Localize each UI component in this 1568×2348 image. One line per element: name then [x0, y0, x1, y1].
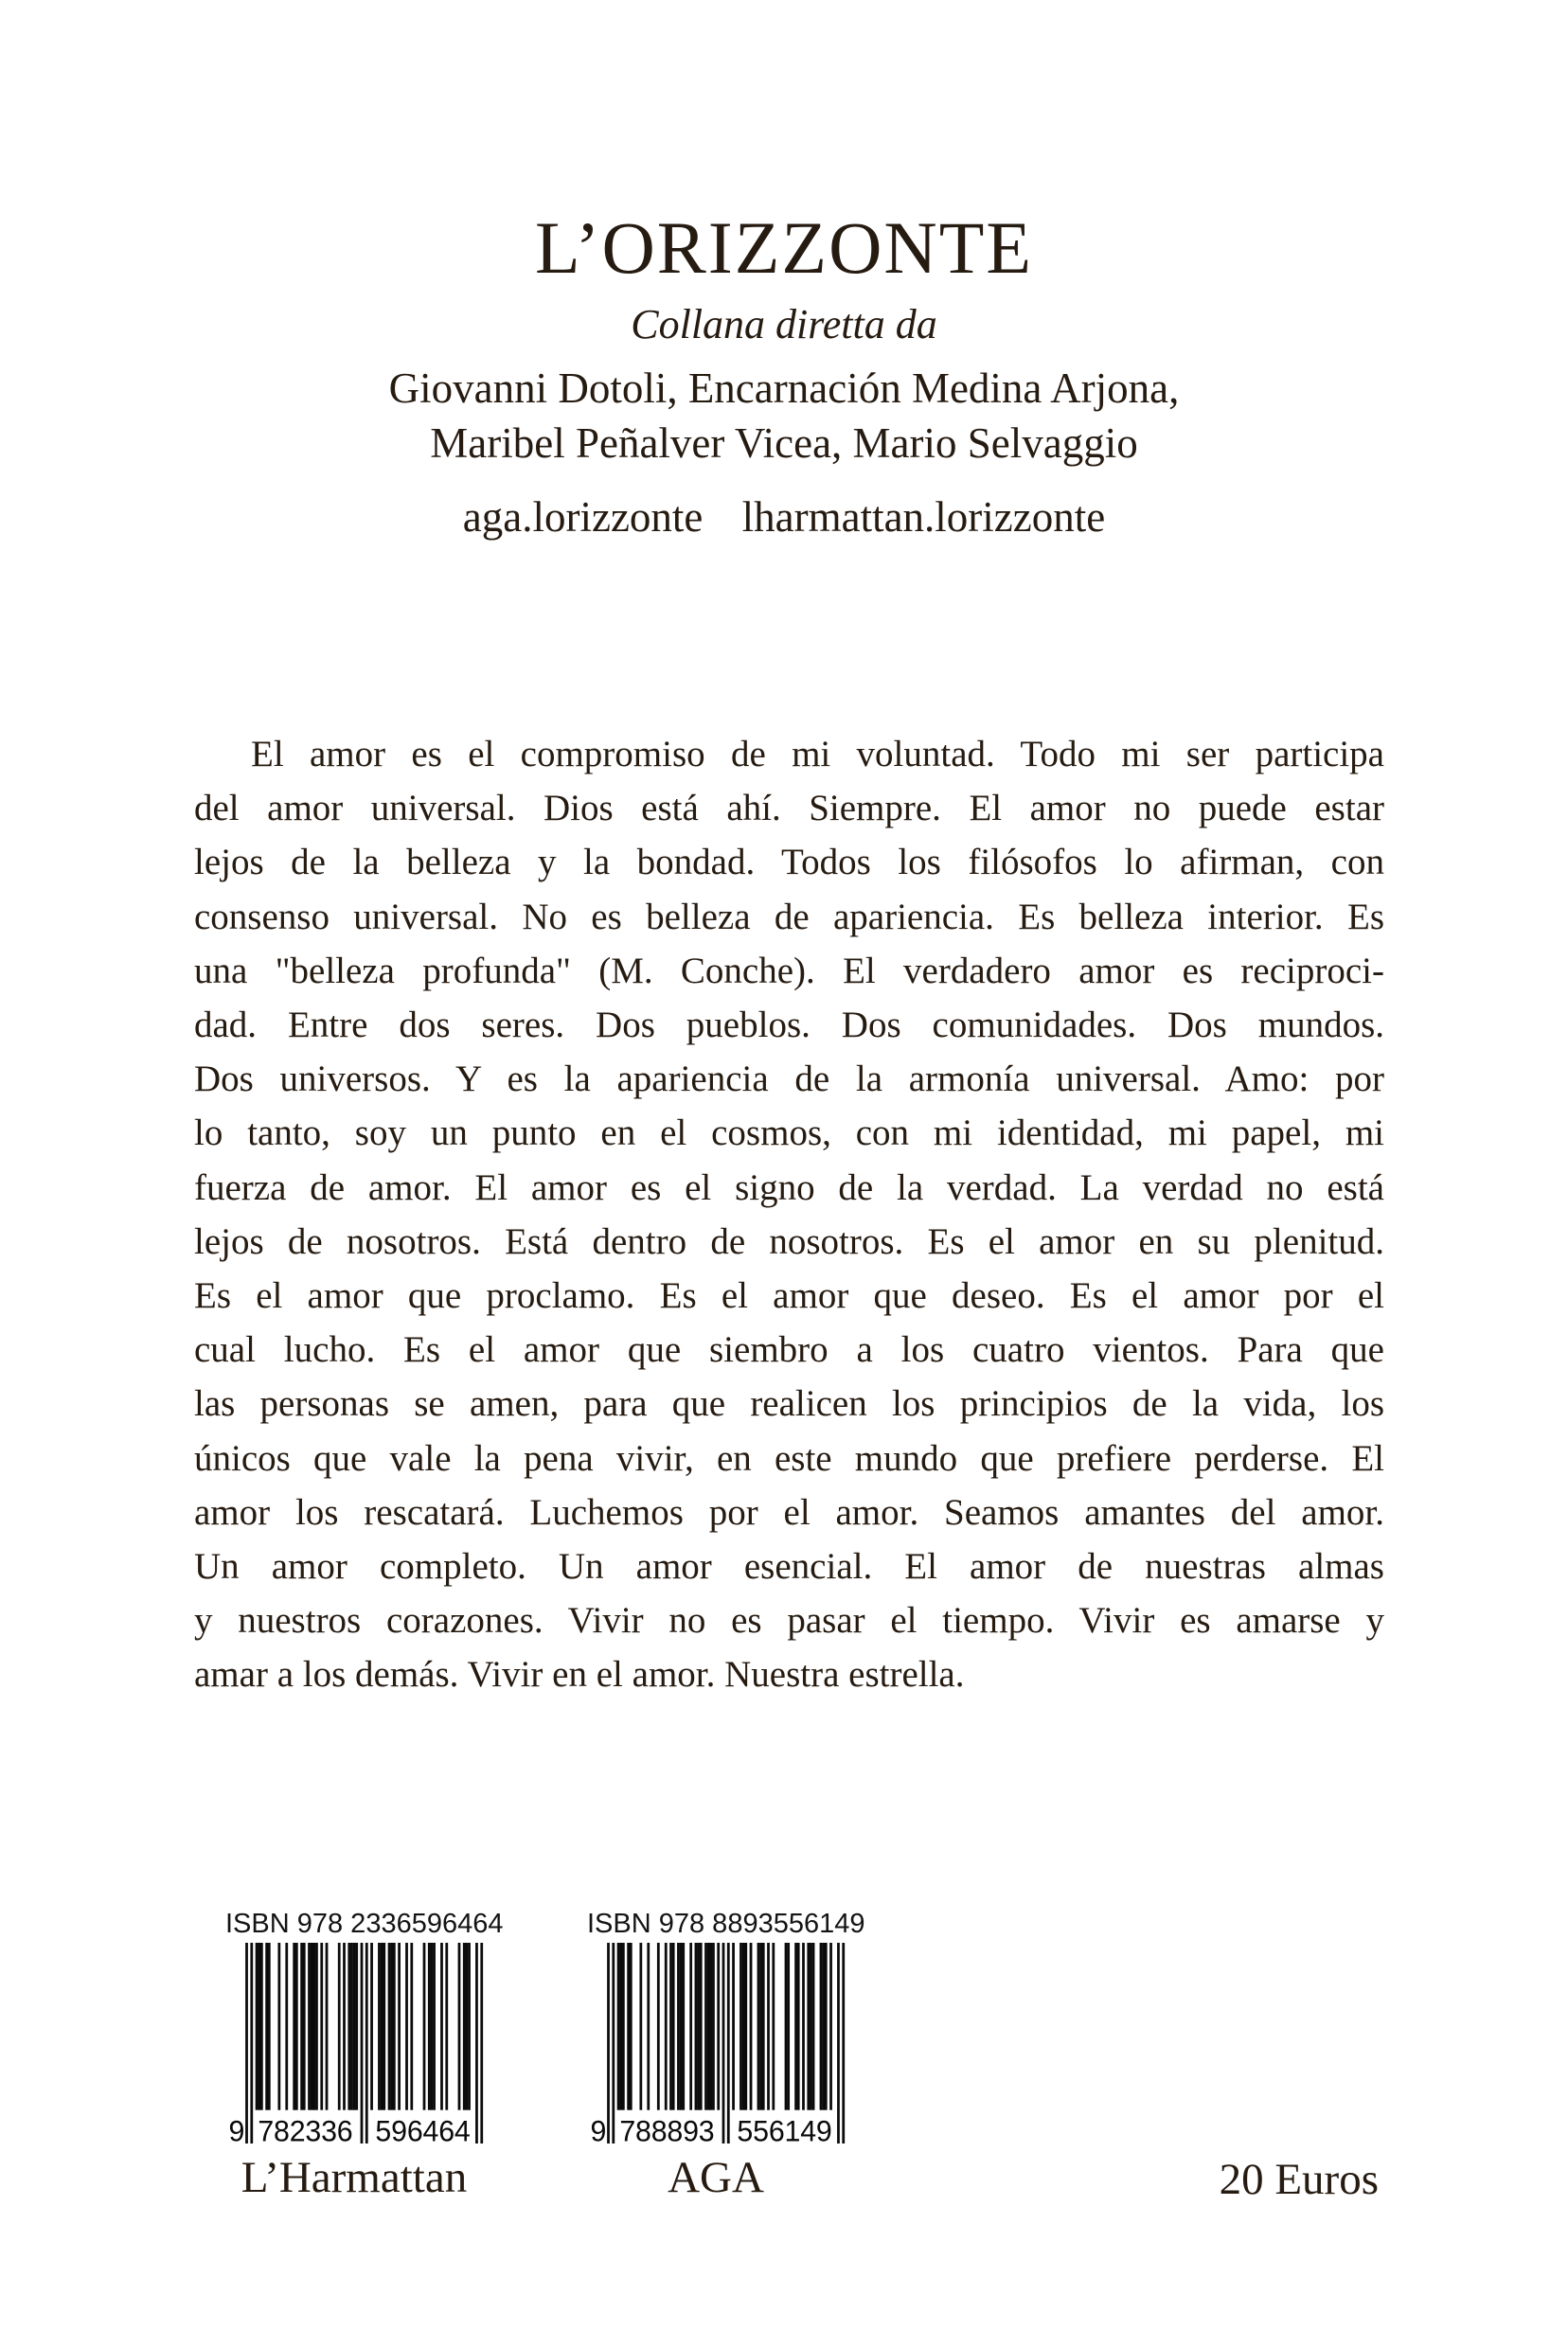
blurb-line: únicos que vale la pena vivir, en este mundo que prefiere perderse. El: [194, 1437, 1384, 1479]
collection-title: L’ORIZZONTE: [534, 206, 1034, 289]
imprint-line: [0, 490, 1568, 543]
blurb-line: una "belleza profunda" (M. Conche). El verdadero amor es reciproci-: [194, 950, 1384, 991]
barcode-block-aga: [587, 1907, 865, 2202]
blurb-line: las personas se amen, para que realicen los principios de la vida, los: [194, 1383, 1384, 1425]
blurb-line: fuerza de amor. El amor es el signo de la verdad. La verdad no está: [194, 1166, 1384, 1208]
barcode-block-harmattan: [225, 1907, 504, 2202]
isbn-label: ISBN 978 2336596464: [225, 1909, 504, 1939]
blurb-line: y nuestros corazones. Vivir no es pasar el tiempo. Vivir es amarse y: [194, 1600, 1384, 1642]
imprint-lharmattan: lharmattan.lorizzonte: [741, 493, 1106, 541]
blurb-line: lo tanto, soy un punto en el cosmos, con mi identidad, mi papel, mi: [194, 1112, 1384, 1154]
directors-line-2: Maribel Peñalver Vicea, Mario Selvaggio: [430, 419, 1138, 467]
svg-text:782336: 782336: [258, 2113, 353, 2148]
blurb-line: lejos de la belleza y la bondad. Todos los filósofos lo afirman, con: [194, 842, 1384, 883]
blurb-line: Un amor completo. Un amor esencial. El amor de nuestras almas: [194, 1546, 1384, 1588]
blurb-line: Dos universos. Y es la apariencia de la armonía universal. Amo: por: [194, 1058, 1384, 1100]
svg-text:596464: 596464: [375, 2113, 471, 2148]
blurb-line: El amor es el compromiso de mi voluntad. Todo mi ser participa: [251, 734, 1384, 774]
blurb-line: cual lucho. Es el amor que siembro a los cuatro vientos. Para que: [194, 1329, 1384, 1371]
svg-text:788893: 788893: [619, 2113, 715, 2148]
blurb-line: amar a los demás. Vivir en el amor. Nuestra estrella.: [194, 1654, 965, 1696]
svg-text:9: 9: [590, 2113, 607, 2148]
blurb-line: consenso universal. No es belleza de apariencia. Es belleza interior. Es: [194, 896, 1384, 937]
collection-subtitle: Collana diretta da: [631, 301, 937, 347]
blurb-line: lejos de nosotros. Está dentro de nosotros. Es el amor en su plenitud.: [194, 1220, 1384, 1262]
publisher-name: L’Harmattan: [241, 2153, 468, 2202]
imprint-aga: aga.lorizzonte: [462, 493, 704, 541]
isbn-label: ISBN 978 8893556149: [587, 1909, 865, 1939]
ean13-barcode: [225, 1943, 483, 2148]
blurb-line: del amor universal. Dios está ahí. Siempre. El amor no puede estar: [194, 788, 1384, 829]
svg-text:9: 9: [228, 2113, 245, 2148]
blurb-line: dad. Entre dos seres. Dos pueblos. Dos comunidades. Dos mundos.: [194, 1005, 1384, 1046]
price-label: 20 Euros: [1219, 2155, 1379, 2204]
blurb-line: amor los rescatará. Luchemos por el amor. Seamos amantes del amor.: [194, 1491, 1384, 1533]
directors-line-1: Giovanni Dotoli, Encarnación Medina Arjona,: [388, 365, 1180, 412]
blurb-line: Es el amor que proclamo. Es el amor que deseo. Es el amor por el: [194, 1275, 1384, 1317]
ean13-barcode: [587, 1943, 845, 2148]
publisher-name: AGA: [668, 2153, 764, 2202]
svg-text:556149: 556149: [737, 2113, 832, 2148]
blurb-paragraph: [194, 727, 1384, 1702]
